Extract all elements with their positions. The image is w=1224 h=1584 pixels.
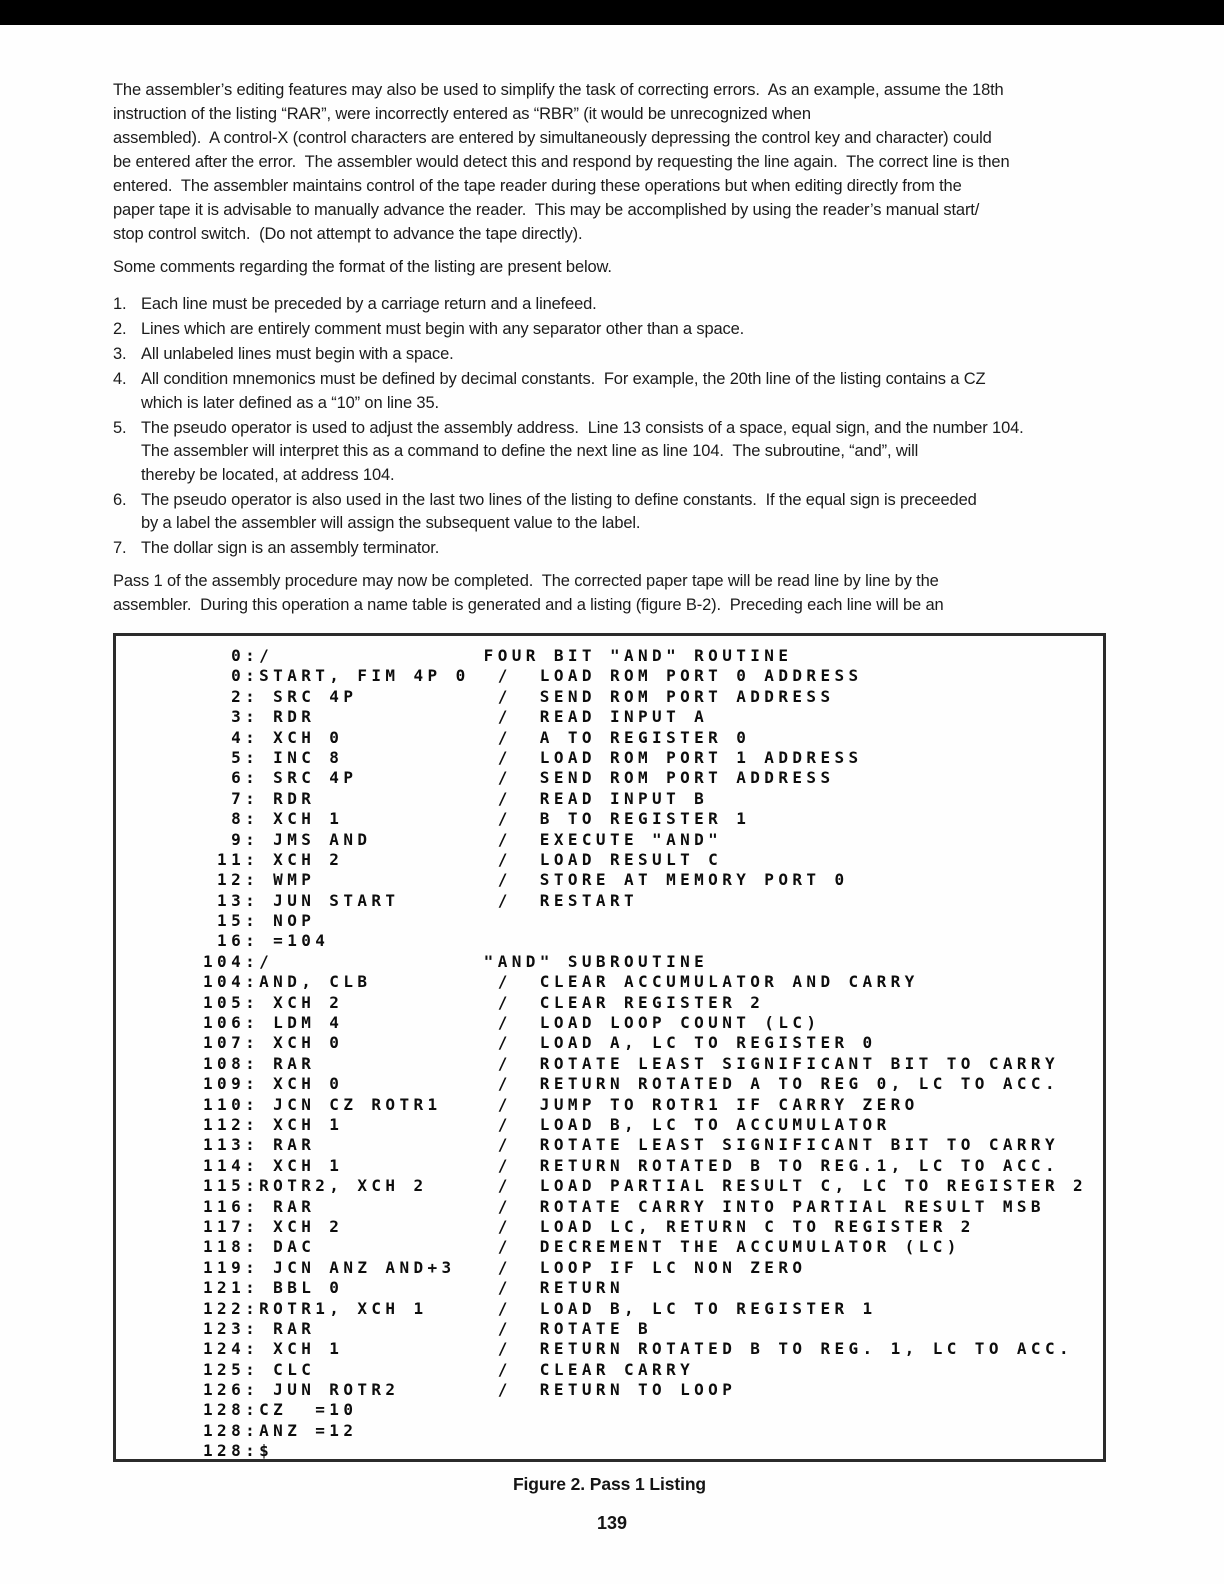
paragraph-pass1: Pass 1 of the assembly procedure may now be completed. The corrected paper tape will be read line by line by the assembler. During this operation a name table is generated and a listing (figure B-2). Preceding each line will be an — [113, 571, 944, 614]
list-item-number: 6. — [113, 490, 127, 509]
list-item-number: 2. — [113, 320, 127, 338]
comments-list — [113, 293, 1158, 561]
list-item-number: 1. — [113, 295, 127, 313]
list-item-text: All unlabeled lines must begin with a space. — [141, 345, 454, 363]
listing-box — [113, 633, 1106, 1462]
figure-caption: Figure 2. Pass 1 Listing — [512, 1474, 707, 1494]
list-item-number: 3. — [113, 345, 127, 363]
code-listing: 0:/ FOUR BIT "AND" ROUTINE 0:START, FIM 4P 0 / LOAD ROM PORT 0 ADDRESS 2: SRC 4P / SEND ROM PORT ADDRESS 3: RDR / READ INPUT A 4: XCH 0 / A TO REGISTER 0 5: INC 8 / LOAD ROM PORT 1 ADDRESS 6: SRC 4P / SEND ROM PORT ADDRESS 7: RDR / READ INPUT B 8: XCH 1 / B TO REGISTER 1 9: JMS AND / EXECUTE "AND" 11: XCH 2 / LOAD RESULT C 12: WMP / STORE AT MEMORY PORT 0 13: JUN START / RESTART 15: NOP 16: =104 104:/ "AND" SUBROUTINE 104:AND, CLB / CLEAR ACCUMULATOR AND CARRY 105: XCH 2 / CLEAR REGISTER 2 106: LDM 4 / LOAD LOOP COUNT (LC) 107: XCH 0 / LOAD A, LC TO REGISTER 0 108: RAR / ROTATE LEAST SIGNIFICANT BIT TO CARRY 109: XCH 0 / RETURN ROTATED A TO REG 0, LC TO ACC. 110: JCN CZ ROTR1 / JUMP TO ROTR1 IF CARRY ZERO 112: XCH 1 / LOAD B, LC TO ACCUMULATOR 113: RAR / ROTATE LEAST SIGNIFICANT BIT TO CARRY 114: XCH 1 / RETURN ROTATED B TO REG.1, LC TO ACC. 115:ROTR2, XCH 2 / LOAD PARTIAL RESULT C, LC TO REGISTER 2 116: RAR / ROTATE CARRY INTO PARTIAL RESULT MSB 117: XCH 2 / LOAD LC, RETURN C TO REGISTER 2 118: DAC / DECREMENT THE ACCUMULATOR (LC) 119: JCN ANZ AND+3 / LOOP IF LC NON ZERO 121: BBL 0 / RETURN 122:ROTR1, XCH 1 / LOAD B, LC TO REGISTER 1 123: RAR / ROTATE B 124: XCH 1 / RETURN ROTATED B TO REG. 1, LC TO ACC. 125: CLC / CLEAR CARRY 126: JUN ROTR2 / RETURN TO LOOP 128:CZ =10 128:ANZ =12 128:$ — [203, 646, 1088, 1461]
list-item-text: All condition mnemonics must be defined by decimal constants. For example, the 20th line of the listing contains a CZ which is later defined as a “10” on line 35. — [141, 370, 986, 412]
list-item — [113, 489, 1158, 536]
list-item-text: Each line must be preceded by a carriage return and a linefeed. — [141, 295, 597, 313]
list-item-number: 5. — [113, 418, 127, 437]
list-item — [113, 417, 1158, 488]
page-number: 139 — [596, 1513, 628, 1533]
list-item-text: The pseudo operator is used to adjust the assembly address. Line 13 consists of a space, equal sign, and the number 104. The assembler will interpret this as a command to define the next line as line 104. The subroutine, “and”, will thereby be located, at address 104. — [141, 418, 1024, 484]
list-item — [113, 343, 1158, 367]
list-item-text: The dollar sign is an assembly terminator. — [141, 539, 440, 557]
paragraph-comments-intro: Some comments regarding the format of the listing are present below. — [113, 258, 612, 276]
paragraph-editing-features: The assembler’s editing features may also be used to simplify the task of correcting errors. As an example, assume the 18th instruction of the listing “RAR”, were incorrectly entered as “RBR” (it would be unrecognized when assembled). A control-X (control characters are entered by simultaneously depressing the control key and character) could be entered after the error. The assembler would detect this and respond by requesting the line again. The correct line is then entered. The assembler maintains control of the tape reader during these operations but when editing directly from the paper tape it is advisable to manually advance the reader. This may be accomplished by using the reader’s manual start/ stop control switch. (Do not attempt to advance the tape directly). — [113, 81, 1010, 243]
list-item — [113, 368, 1158, 415]
list-item-number: 4. — [113, 370, 127, 388]
list-item-text: Lines which are entirely comment must begin with any separator other than a space. — [141, 320, 745, 338]
scan-edge-bar — [0, 0, 1224, 25]
list-item — [113, 293, 1158, 317]
list-item — [113, 318, 1158, 342]
list-item-text: The pseudo operator is also used in the last two lines of the listing to define constants. If the equal sign is preceeded by a label the assembler will assign the subsequent value to the label. — [141, 490, 977, 532]
list-item — [113, 537, 1158, 561]
page-body — [113, 78, 1158, 617]
list-item-number: 7. — [113, 539, 127, 557]
